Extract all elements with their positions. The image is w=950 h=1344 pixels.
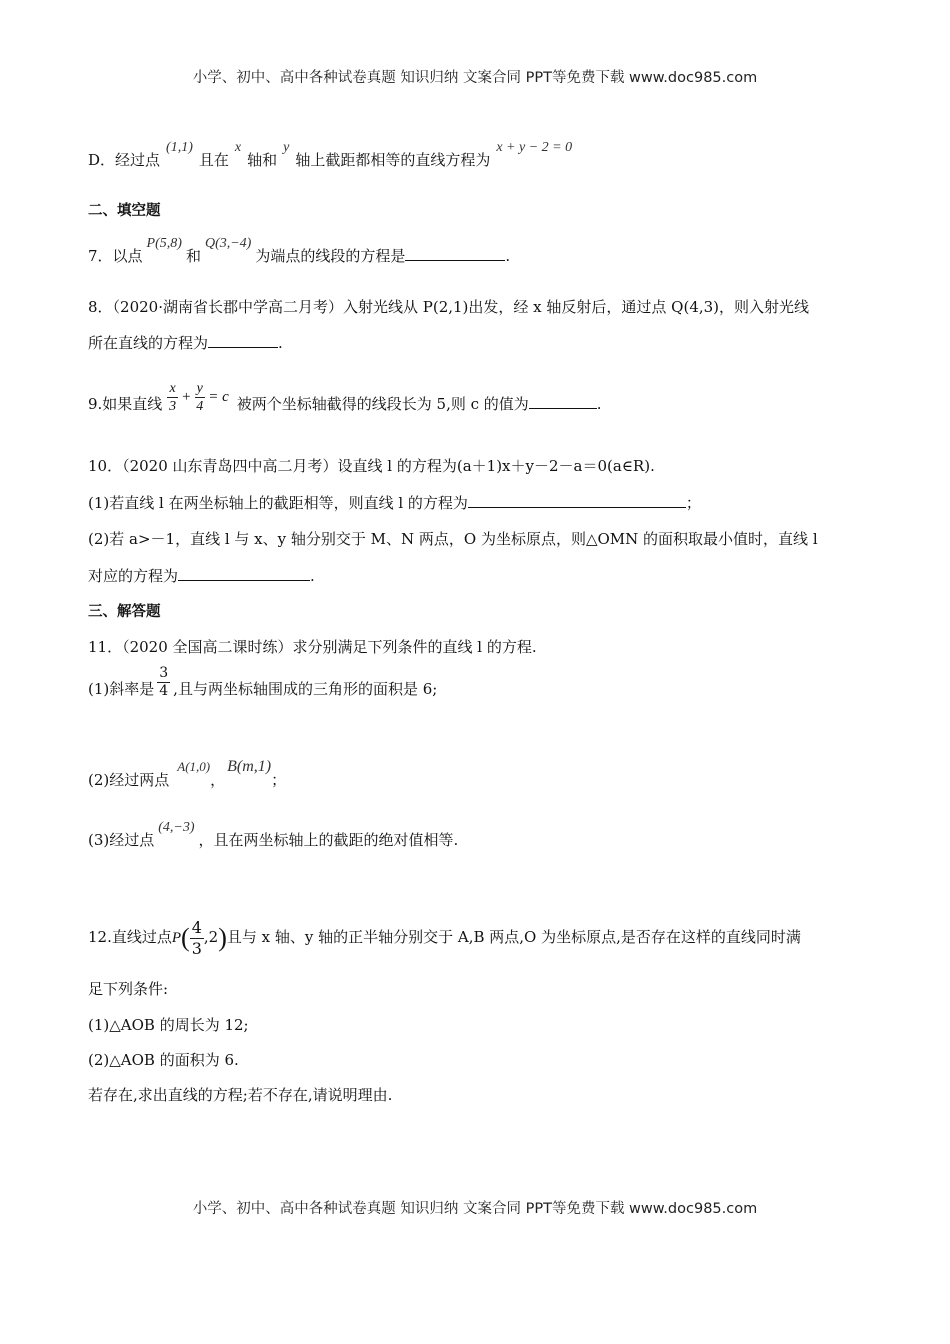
answer-blank[interactable] [529, 394, 597, 409]
fraction-4-3: $\frac{4}{3}$ [191, 917, 202, 958]
option-d-text: 轴和 [247, 151, 278, 169]
option-d-text: D．经过点 [88, 151, 161, 169]
point-4-neg3: (4,−3) [158, 820, 195, 835]
question-8-line2 [88, 333, 283, 353]
q7-text: 为端点的线段的方程是 [255, 247, 406, 265]
q8-text: 所在直线的方程为 [88, 334, 209, 352]
question-11-part3 [88, 820, 459, 852]
question-10-line1: 10．（2020 山东青岛四中高二月考）设直线 l 的方程为(a＋1)x＋y－2－a＝0(a∈R). [88, 457, 655, 475]
q8-text: . [278, 334, 283, 352]
var-y: y [283, 140, 290, 155]
question-7 [88, 236, 511, 268]
left-paren: ( [181, 923, 190, 952]
question-12-line1 [88, 914, 801, 964]
q10-text: . [310, 567, 315, 585]
q11-text: (3)经过点 [88, 831, 155, 849]
question-10-part1 [88, 493, 701, 513]
question-12-cond2: (2)△AOB 的面积为 6. [88, 1051, 239, 1069]
q7-text: 7．以点 [88, 247, 143, 265]
section-fill-in: 二、填空题 [88, 203, 161, 219]
q9-text: 9.如果直线 [88, 395, 163, 413]
question-12-line2: 足下列条件: [88, 980, 169, 998]
q11-text: ，且在两坐标轴上的截距的绝对值相等. [198, 831, 459, 849]
q12-text: 12.直线过点 [88, 928, 172, 946]
q10-text: 对应的方程为 [88, 567, 179, 585]
q11-text: ,且与两坐标轴围成的三角形的面积是 6; [173, 680, 438, 698]
option-d-text: 轴上截距都相等的直线方程为 [295, 151, 491, 169]
right-paren: ) [218, 923, 227, 952]
question-11-part1 [88, 664, 438, 714]
point-a: A(1,0) [177, 759, 211, 774]
question-9 [88, 380, 602, 424]
point-p: P(5,8) [146, 236, 182, 251]
answer-blank[interactable] [405, 246, 505, 261]
q11-text: ， [210, 771, 226, 789]
question-12-cond1: (1)△AOB 的周长为 12; [88, 1016, 249, 1034]
answer-blank[interactable] [178, 566, 310, 581]
q7-text: 和 [185, 247, 201, 265]
q9-text: 被两个坐标轴截得的线段长为 5,则 c 的值为 [236, 395, 529, 413]
q7-text: . [505, 247, 511, 265]
q11-text: ； [271, 771, 287, 789]
section-solutions: 三、解答题 [88, 604, 161, 620]
question-10-part2-line2 [88, 566, 315, 586]
point-q: Q(3,−4) [204, 236, 252, 251]
question-10-part2: (2)若 a>－1，直线 l 与 x、y 轴分别交于 M、N 两点，O 为坐标原点，则△OMN 的面积取最小值时，直线 l [88, 530, 818, 548]
fraction-3-4: $\frac{3}{4}$ [159, 664, 169, 699]
fraction-y-4: $\frac{y}{4}$ [196, 380, 204, 414]
fraction-x-3: $\frac{x}{3}$ [169, 380, 177, 414]
point-1-1: (1,1) [166, 140, 193, 155]
question-12-line5: 若存在,求出直线的方程;若不存在,请说明理由. [88, 1086, 393, 1104]
option-d-text: 且在 [198, 151, 229, 169]
header-banner: 小学、初中、高中各种试卷真题 知识归纳 文案合同 PPT等免费下载 www.doc985.com [192, 70, 758, 86]
equals-c: = c [208, 389, 229, 405]
q10-text: (1)若直线 l 在两坐标轴上的截距相等，则直线 l 的方程为 [88, 494, 468, 512]
var-x: x [234, 140, 242, 155]
q11-text: (2)经过两点 [88, 771, 170, 789]
q11-text: (1)斜率是 [88, 680, 155, 698]
q9-text: . [596, 395, 602, 413]
plus-sign: + [181, 389, 192, 405]
answer-blank[interactable] [208, 333, 278, 348]
answer-blank[interactable] [468, 493, 686, 508]
equation: x + y − 2 = 0 [496, 140, 573, 155]
q10-text: ； [685, 494, 701, 512]
question-8-line1: 8．（2020·湖南省长郡中学高二月考）入射光线从 P(2,1)出发，经 x 轴反射后，通过点 Q(4,3)，则入射光线 [88, 298, 810, 316]
question-11-line1: 11．（2020 全国高二课时练）求分别满足下列条件的直线 l 的方程. [88, 638, 537, 656]
q12-coord: ,2 [203, 928, 219, 946]
question-11-part2 [88, 758, 287, 791]
option-d [88, 140, 573, 172]
point-p: P [171, 930, 182, 946]
point-b: B(m,1) [227, 758, 272, 775]
footer-banner: 小学、初中、高中各种试卷真题 知识归纳 文案合同 PPT等免费下载 www.doc985.com [192, 1201, 758, 1217]
q12-text: 且与 x 轴、y 轴的正半轴分别交于 A,B 两点,O 为坐标原点,是否存在这样的直线同时满 [226, 928, 801, 946]
